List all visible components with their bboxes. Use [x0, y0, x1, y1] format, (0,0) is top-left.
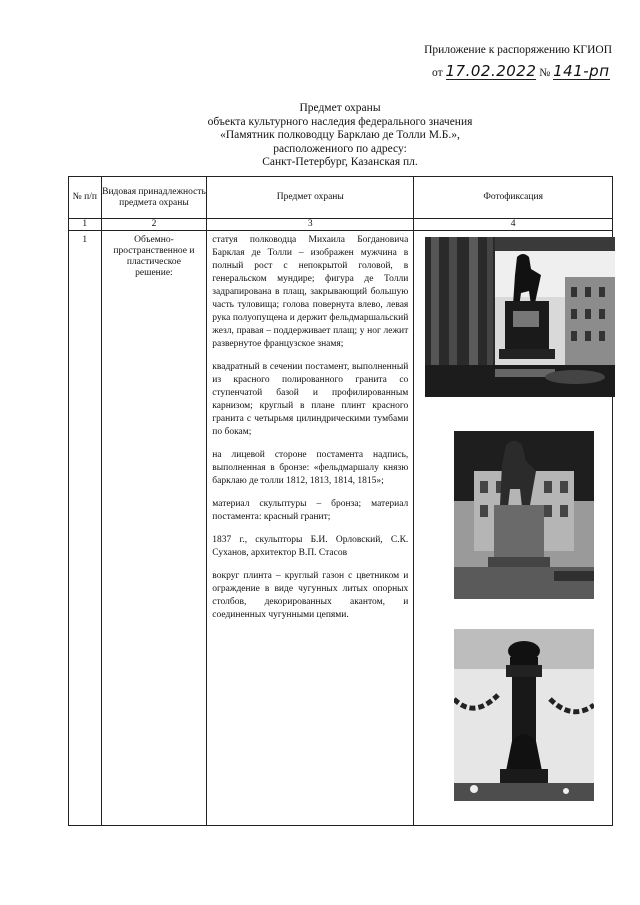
row-type-cell	[101, 231, 207, 826]
row-subject-cell	[207, 231, 414, 826]
statue-side-photo	[454, 431, 594, 599]
monument-photo	[425, 237, 615, 397]
header-num: № п/п	[69, 177, 102, 219]
subject-paragraph: материал скульптуры – бронза; материал постамента: красный гранит;	[212, 499, 409, 522]
order-number-label: №	[539, 67, 551, 79]
title-line-5: Санкт-Петербург, Казанская пл.	[262, 156, 418, 168]
table-header-row	[69, 177, 613, 219]
subject-paragraph: вокруг плинта – круглый газон с цветником и ограждение в виде чугунных литых опорных столбов, декорированных акантом, и соединенных чугунными цепями.	[212, 571, 409, 620]
column-number: 1	[69, 219, 102, 231]
subject-paragraph: 1837 г., скульпторы Б.И. Орловский, С.К. Суханов, архитектор В.П. Стасов	[212, 535, 409, 558]
title-line-1: Предмет охраны	[299, 102, 381, 114]
header-subject: Предмет охраны	[207, 177, 414, 219]
header-type: Видовая принадлежность предмета охраны	[101, 177, 207, 219]
subject-paragraph: статуя полководца Михаила Богдановича Барклая де Толли – изображен мужчина в полный рост с непокрытой головой, в генеральском мундире; фигура де Толли задрапирована в плащ, закрывающий большую часть туловища; голова повернута влево, левая рука полуопущена и держит фельдмаршальский жезл, правая – поддерживает плащ; у ног лежит развернутое французское знамя;	[212, 235, 409, 349]
fence-post-photo	[454, 629, 594, 801]
order-line	[432, 63, 610, 80]
row-number: 1	[82, 235, 88, 245]
subject-paragraph: квадратный в сечении постамент, выполненный из красного полированного гранита со ступенчатой базой и профилированным карнизом; круглый в плане плинт красного гранита с четырьмя цилиндрическими тумбами по бокам;	[212, 362, 409, 437]
annex-label: Приложение к распоряжению КГИОП	[424, 44, 612, 56]
order-number: 141-рп	[553, 62, 610, 80]
row-photo-cell	[414, 231, 613, 826]
row-num-cell	[69, 231, 102, 826]
order-prefix: от	[432, 67, 443, 79]
title-line-4: расположениого по адресу:	[273, 142, 407, 155]
row-type: Объемно-пространственное и пластическое решение:	[113, 235, 195, 278]
protection-table	[68, 176, 613, 826]
column-number: 2	[101, 219, 207, 231]
header-photo: Фотофиксация	[414, 177, 613, 219]
subject-paragraph: на лицевой стороне постамента надпись, выполненная в бронзе: «фельдмаршалу князю барклаю де толли 1812, 1813, 1814, 1815»;	[212, 450, 409, 486]
column-number: 4	[414, 219, 613, 231]
table-row	[69, 231, 613, 826]
title-line-3: «Памятник полководцу Барклаю де Толли М.Б.»,	[220, 129, 460, 141]
order-date: 17.02.2022	[445, 62, 537, 80]
column-numbers-row	[69, 219, 613, 231]
column-number: 3	[207, 219, 414, 231]
title-line-2: объекта культурного наследия федерального значения	[207, 115, 473, 128]
document-title	[120, 102, 560, 170]
subject-description	[207, 231, 413, 622]
